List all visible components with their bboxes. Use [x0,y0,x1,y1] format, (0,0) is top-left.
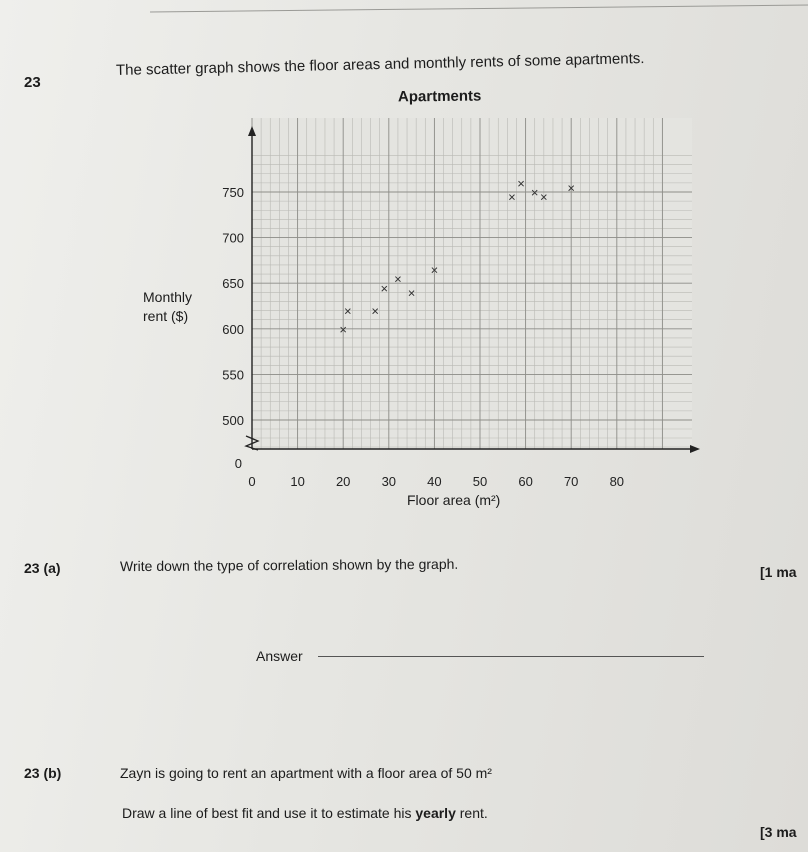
data-point: × [430,262,439,278]
x-tick-label: 20 [335,474,351,489]
part-b-question: Zayn is going to rent an apartment with a floor area of 50 m² [120,765,492,781]
part-b-marks: [3 ma [760,824,797,840]
data-point: × [343,303,352,319]
y-tick-label: 700 [222,230,244,246]
y-tick-label: 500 [222,413,244,428]
data-point: × [517,175,525,191]
chart-title: Apartments [397,87,482,106]
data-point: × [371,303,379,319]
x-tick-label: 10 [290,474,305,489]
part-a-label: 23 (a) [24,560,61,576]
instruction-pre: Draw a line of best fit and use it to estimate his [122,805,416,821]
part-a-question: Write down the type of correlation shown by the graph. [119,555,459,575]
data-point: × [407,285,416,301]
y-tick-label: 600 [222,321,244,337]
part-b-instruction [122,805,488,821]
y-axis-label-line1: Monthly [143,289,193,305]
x-tick-label: 80 [609,474,625,489]
x-tick-label: 60 [518,474,533,489]
x-tick-label: 50 [472,474,488,489]
part-a-marks: [1 ma [760,564,797,580]
y-tick-label: 750 [222,185,244,200]
data-point: × [508,189,516,205]
x-axis-label: Floor area (m²) [407,492,501,508]
instruction-bold: yearly [415,805,456,821]
question-intro: The scatter graph shows the floor areas and monthly rents of some apartments. [115,50,645,79]
answer-line[interactable] [318,656,704,657]
y-tick-label: 650 [222,276,244,292]
instruction-post: rent. [455,805,488,821]
part-b-label: 23 (b) [24,765,62,781]
data-point: × [339,321,347,337]
data-point: × [530,185,539,200]
answer-label: Answer [256,648,303,664]
data-point: × [394,271,402,287]
data-point: × [567,180,575,196]
data-point: × [540,189,548,205]
x-tick-label: 0 [248,474,256,489]
x-axis-arrow [690,445,700,453]
y-tick-label: 550 [222,367,244,383]
y-tick-label: 0 [234,456,242,471]
x-tick-label: 70 [563,474,579,489]
y-axis-label-line2: rent ($) [143,308,189,324]
x-tick-label: 40 [427,474,442,489]
question-number: 23 [24,74,41,91]
data-point: × [380,280,389,296]
x-tick-label: 30 [381,474,397,489]
